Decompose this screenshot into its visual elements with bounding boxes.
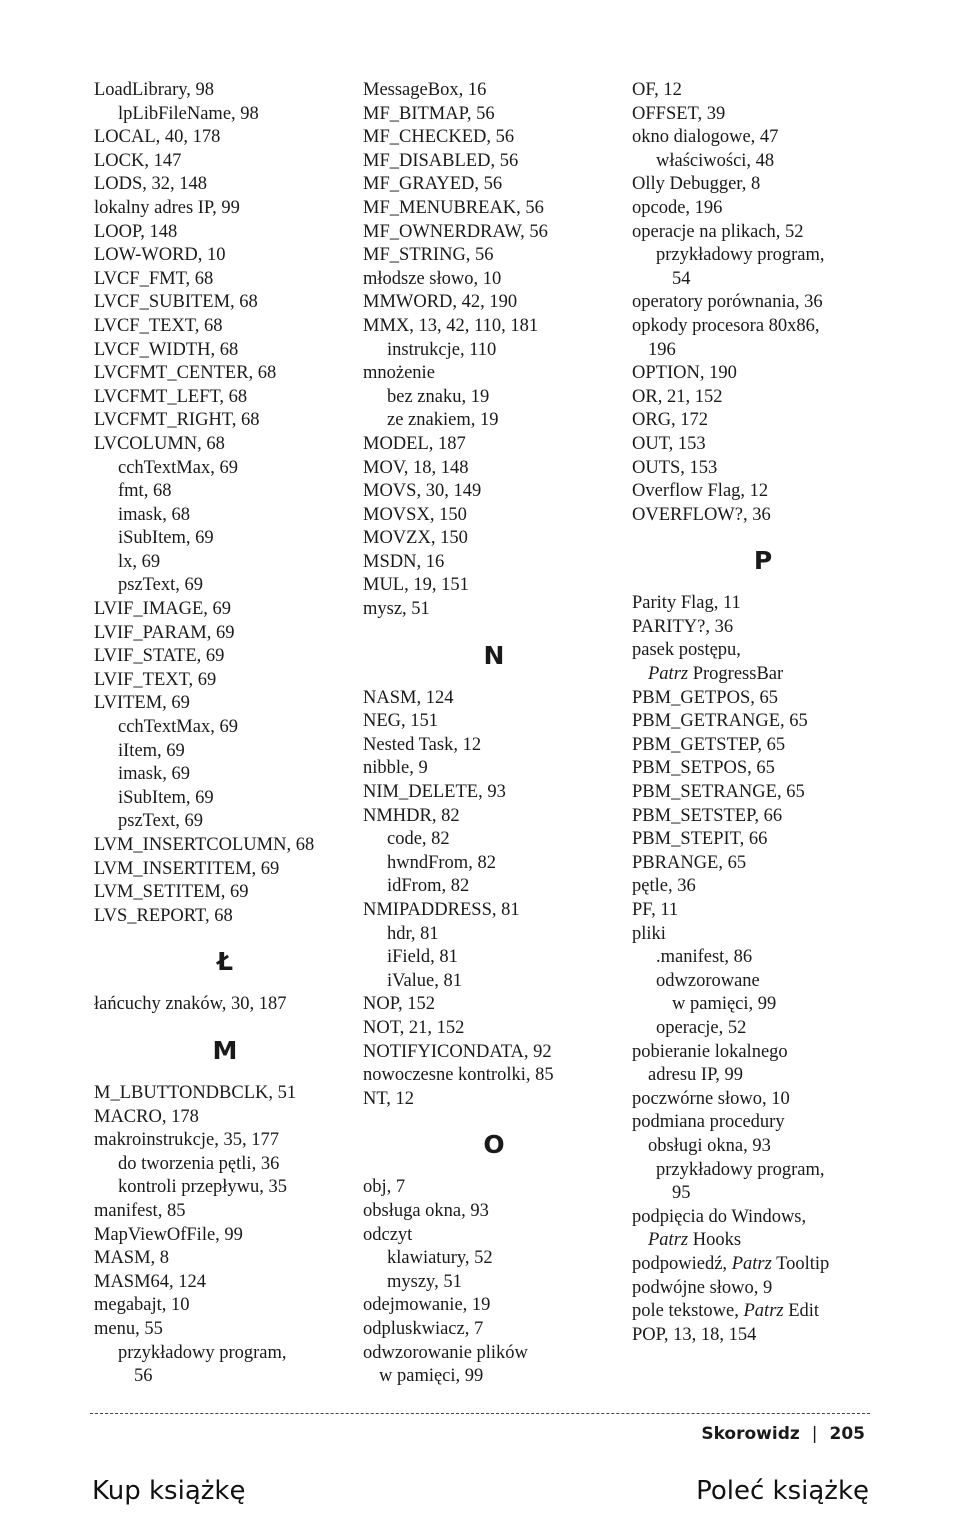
index-column-2 — [363, 79, 625, 1389]
index-entry: MOVS, 30, 149 — [363, 481, 482, 502]
index-entry: hdr, 81 — [387, 923, 439, 944]
index-entry: w pamięci, 99 — [672, 994, 777, 1015]
index-entry: odwzorowanie plików — [363, 1342, 528, 1363]
index-entry: MF_DISABLED, 56 — [363, 150, 519, 171]
index-entry: operacje, 52 — [656, 1017, 747, 1038]
recommend-book-link[interactable]: Poleć książkę — [696, 1476, 869, 1506]
index-entry: iField, 81 — [387, 947, 458, 968]
index-entry: okno dialogowe, 47 — [632, 127, 779, 148]
index-entry: pszText, 69 — [118, 575, 204, 596]
index-entry: w pamięci, 99 — [379, 1366, 484, 1387]
index-entry: cchTextMax, 69 — [118, 717, 238, 738]
index-entry: LOCK, 147 — [94, 150, 182, 171]
index-entry: menu, 55 — [94, 1318, 163, 1339]
index-entry: ORG, 172 — [632, 410, 709, 431]
index-entry: imask, 68 — [118, 504, 190, 525]
index-entry: MACRO, 178 — [94, 1106, 199, 1127]
index-entry: manifest, 85 — [94, 1200, 186, 1221]
index-entry: nibble, 9 — [363, 758, 428, 779]
index-entry: iSubItem, 69 — [118, 787, 214, 808]
index-entry: LVM_INSERTITEM, 69 — [94, 858, 280, 879]
index-entry: podpięcia do Windows, — [632, 1206, 807, 1227]
buy-book-link[interactable]: Kup książkę — [92, 1476, 246, 1506]
index-entry: pętle, 36 — [632, 876, 696, 897]
index-entry: przykładowy program, — [656, 1159, 825, 1180]
index-column-3 — [632, 79, 894, 1347]
index-entry: pszText, 69 — [118, 811, 204, 832]
index-entry: pliki — [632, 923, 666, 944]
index-entry: PF, 11 — [632, 900, 679, 920]
index-entry: kontroli przepływu, 35 — [118, 1177, 288, 1198]
index-entry: OUTS, 153 — [632, 457, 718, 478]
index-entry: łańcuchy znaków, 30, 187 — [94, 994, 287, 1015]
index-entry: podpowiedź, Patrz Tooltip — [632, 1253, 830, 1274]
index-entry: operatory porównania, 36 — [632, 292, 823, 313]
index-entry: 196 — [648, 339, 676, 360]
footer-rule — [90, 1413, 870, 1414]
index-entry: LOOP, 148 — [94, 221, 178, 242]
index-entry: obj, 7 — [363, 1177, 406, 1198]
index-entry: fmt, 68 — [118, 481, 172, 502]
index-entry: LVS_REPORT, 68 — [94, 905, 233, 926]
index-column-1 — [94, 79, 356, 1389]
index-entry: PBM_SETRANGE, 65 — [632, 782, 805, 803]
index-entry: MF_CHECKED, 56 — [363, 127, 515, 148]
index-entry: Overflow Flag, 12 — [632, 481, 769, 502]
index-entry: PBM_GETPOS, 65 — [632, 687, 778, 708]
index-entry: LVIF_PARAM, 69 — [94, 622, 235, 643]
index-entry: NOTIFYICONDATA, 92 — [363, 1041, 552, 1062]
index-entry: pole tekstowe, Patrz Edit — [632, 1301, 820, 1322]
index-entry: .manifest, 86 — [656, 947, 753, 968]
index-entry: LVCOLUMN, 68 — [94, 433, 225, 454]
index-entry: code, 82 — [387, 829, 450, 850]
index-entry: LVCFMT_CENTER, 68 — [94, 363, 277, 384]
index-entry: LVCF_FMT, 68 — [94, 268, 214, 289]
index-entry: opkody procesora 80x86, — [632, 315, 820, 336]
index-entry: LOCAL, 40, 178 — [94, 127, 221, 148]
index-entry: MF_MENUBREAK, 56 — [363, 197, 544, 218]
index-entry: NASM, 124 — [363, 687, 454, 708]
index-entry: MF_OWNERDRAW, 56 — [363, 221, 548, 242]
index-entry: OF, 12 — [632, 80, 682, 100]
index-entry: hwndFrom, 82 — [387, 852, 496, 873]
index-entry: MSDN, 16 — [363, 551, 445, 572]
index-entry: LVCF_TEXT, 68 — [94, 315, 223, 336]
section-letter-heading: M — [212, 1035, 238, 1065]
index-entry: NMHDR, 82 — [363, 805, 460, 826]
index-entry: Olly Debugger, 8 — [632, 174, 761, 195]
index-entry: LVIF_IMAGE, 69 — [94, 599, 232, 620]
index-entry: myszy, 51 — [387, 1271, 462, 1292]
page-footer — [701, 1424, 865, 1444]
index-entry: MMWORD, 42, 190 — [363, 292, 518, 313]
index-entry: imask, 69 — [118, 764, 190, 785]
index-entry: podwójne słowo, 9 — [632, 1277, 773, 1298]
index-entry: PBM_GETSTEP, 65 — [632, 734, 786, 755]
index-entry: 54 — [672, 268, 691, 289]
index-entry: pobieranie lokalnego — [632, 1041, 788, 1062]
index-entry: przykładowy program, — [656, 245, 825, 266]
index-entry: OR, 21, 152 — [632, 386, 723, 407]
index-entry: PBM_SETSTEP, 66 — [632, 805, 783, 826]
index-entry: odpluskwiacz, 7 — [363, 1318, 484, 1339]
index-entry: odwzorowane — [656, 970, 760, 991]
index-entry: LVCFMT_LEFT, 68 — [94, 386, 248, 407]
index-entry: PBM_STEPIT, 66 — [632, 829, 768, 850]
index-entry: MessageBox, 16 — [363, 80, 487, 100]
index-entry: odczyt — [363, 1224, 413, 1245]
section-letter-heading: O — [483, 1130, 505, 1160]
index-entry: LOW-WORD, 10 — [94, 245, 226, 266]
footer-separator: | — [811, 1424, 818, 1444]
index-entry: MUL, 19, 151 — [363, 575, 469, 596]
index-entry: MF_GRAYED, 56 — [363, 174, 503, 195]
index-entry: LVCFMT_RIGHT, 68 — [94, 410, 260, 431]
index-entry: poczwórne słowo, 10 — [632, 1088, 790, 1109]
index-entry: MMX, 13, 42, 110, 181 — [363, 315, 539, 336]
section-letter-heading: Ł — [216, 947, 234, 977]
index-entry: MOV, 18, 148 — [363, 457, 469, 478]
index-entry: MASM, 8 — [94, 1248, 170, 1269]
index-entry: adresu IP, 99 — [648, 1065, 744, 1086]
index-entry: PARITY?, 36 — [632, 616, 734, 637]
index-entry: przykładowy program, — [118, 1342, 287, 1363]
index-entry: MOVSX, 150 — [363, 504, 467, 525]
page-number: 205 — [829, 1424, 865, 1444]
index-entry: LoadLibrary, 98 — [94, 80, 215, 100]
index-entry: cchTextMax, 69 — [118, 457, 238, 478]
index-entry: bez znaku, 19 — [387, 386, 490, 407]
index-entry: mysz, 51 — [363, 599, 430, 620]
index-entry: mnożenie — [363, 363, 435, 384]
index-entry: iItem, 69 — [118, 740, 185, 761]
index-entry: OFFSET, 39 — [632, 103, 726, 124]
index-entry: NOT, 21, 152 — [363, 1017, 465, 1038]
index-entry: MF_BITMAP, 56 — [363, 103, 495, 124]
index-entry: LVITEM, 69 — [94, 693, 190, 714]
index-entry: NMIPADDRESS, 81 — [363, 900, 520, 920]
index-entry: obsługi okna, 93 — [648, 1135, 771, 1156]
index-entry: LVM_SETITEM, 69 — [94, 882, 249, 903]
index-entry: do tworzenia pętli, 36 — [118, 1153, 280, 1174]
index-entry: MapViewOfFile, 99 — [94, 1224, 243, 1245]
index-entry: makroinstrukcje, 35, 177 — [94, 1130, 279, 1151]
section-letter-heading: P — [753, 546, 773, 576]
index-entry: MODEL, 187 — [363, 433, 466, 454]
index-entry: Nested Task, 12 — [363, 734, 482, 755]
index-entry: klawiatury, 52 — [387, 1248, 493, 1269]
index-entry: lokalny adres IP, 99 — [94, 197, 240, 218]
index-entry: LODS, 32, 148 — [94, 174, 208, 195]
index-entry: Patrz Hooks — [648, 1230, 742, 1251]
index-entry: OPTION, 190 — [632, 363, 737, 384]
index-entry: PBM_GETRANGE, 65 — [632, 711, 808, 732]
index-entry: LVM_INSERTCOLUMN, 68 — [94, 835, 315, 855]
index-entry: PBM_SETPOS, 65 — [632, 758, 775, 779]
index-entry: 95 — [672, 1183, 691, 1204]
index-entry: MASM64, 124 — [94, 1271, 207, 1292]
index-entry: NIM_DELETE, 93 — [363, 782, 506, 803]
index-entry: obsługa okna, 93 — [363, 1200, 489, 1221]
index-entry: instrukcje, 110 — [387, 339, 497, 360]
index-entry: LVCF_SUBITEM, 68 — [94, 292, 258, 313]
index-entry: OVERFLOW?, 36 — [632, 504, 771, 525]
index-entry: LVCF_WIDTH, 68 — [94, 339, 239, 360]
section-name: Skorowidz — [701, 1424, 800, 1444]
index-entry: iValue, 81 — [387, 970, 463, 991]
index-entry: NEG, 151 — [363, 711, 439, 732]
index-entry: opcode, 196 — [632, 197, 723, 218]
index-entry: Patrz ProgressBar — [648, 664, 784, 685]
index-entry: młodsze słowo, 10 — [363, 268, 502, 289]
index-entry: M_LBUTTONDBCLK, 51 — [94, 1082, 297, 1103]
index-entry: megabajt, 10 — [94, 1295, 190, 1316]
index-entry: podmiana procedury — [632, 1112, 785, 1133]
index-entry: OUT, 153 — [632, 433, 706, 454]
index-entry: pasek postępu, — [632, 640, 741, 661]
index-entry: LVIF_STATE, 69 — [94, 646, 225, 667]
index-entry: PBRANGE, 65 — [632, 852, 747, 873]
index-entry: MF_STRING, 56 — [363, 245, 494, 266]
index-entry: odejmowanie, 19 — [363, 1295, 491, 1316]
index-entry: nowoczesne kontrolki, 85 — [363, 1065, 554, 1086]
index-entry: właściwości, 48 — [656, 150, 775, 171]
index-entry: LVIF_TEXT, 69 — [94, 669, 217, 690]
index-entry: MOVZX, 150 — [363, 528, 468, 549]
index-entry: POP, 13, 18, 154 — [632, 1324, 757, 1345]
index-entry: NOP, 152 — [363, 994, 435, 1015]
index-entry: iSubItem, 69 — [118, 528, 214, 549]
index-entry: idFrom, 82 — [387, 876, 470, 897]
index-entry: Parity Flag, 11 — [632, 593, 741, 614]
index-entry: operacje na plikach, 52 — [632, 221, 804, 242]
index-entry: NT, 12 — [363, 1088, 415, 1109]
index-entry: 56 — [134, 1366, 153, 1387]
index-entry: ze znakiem, 19 — [387, 410, 499, 431]
index-entry: lpLibFileName, 98 — [118, 103, 259, 124]
section-letter-heading: N — [483, 640, 505, 670]
index-entry: lx, 69 — [118, 551, 161, 572]
